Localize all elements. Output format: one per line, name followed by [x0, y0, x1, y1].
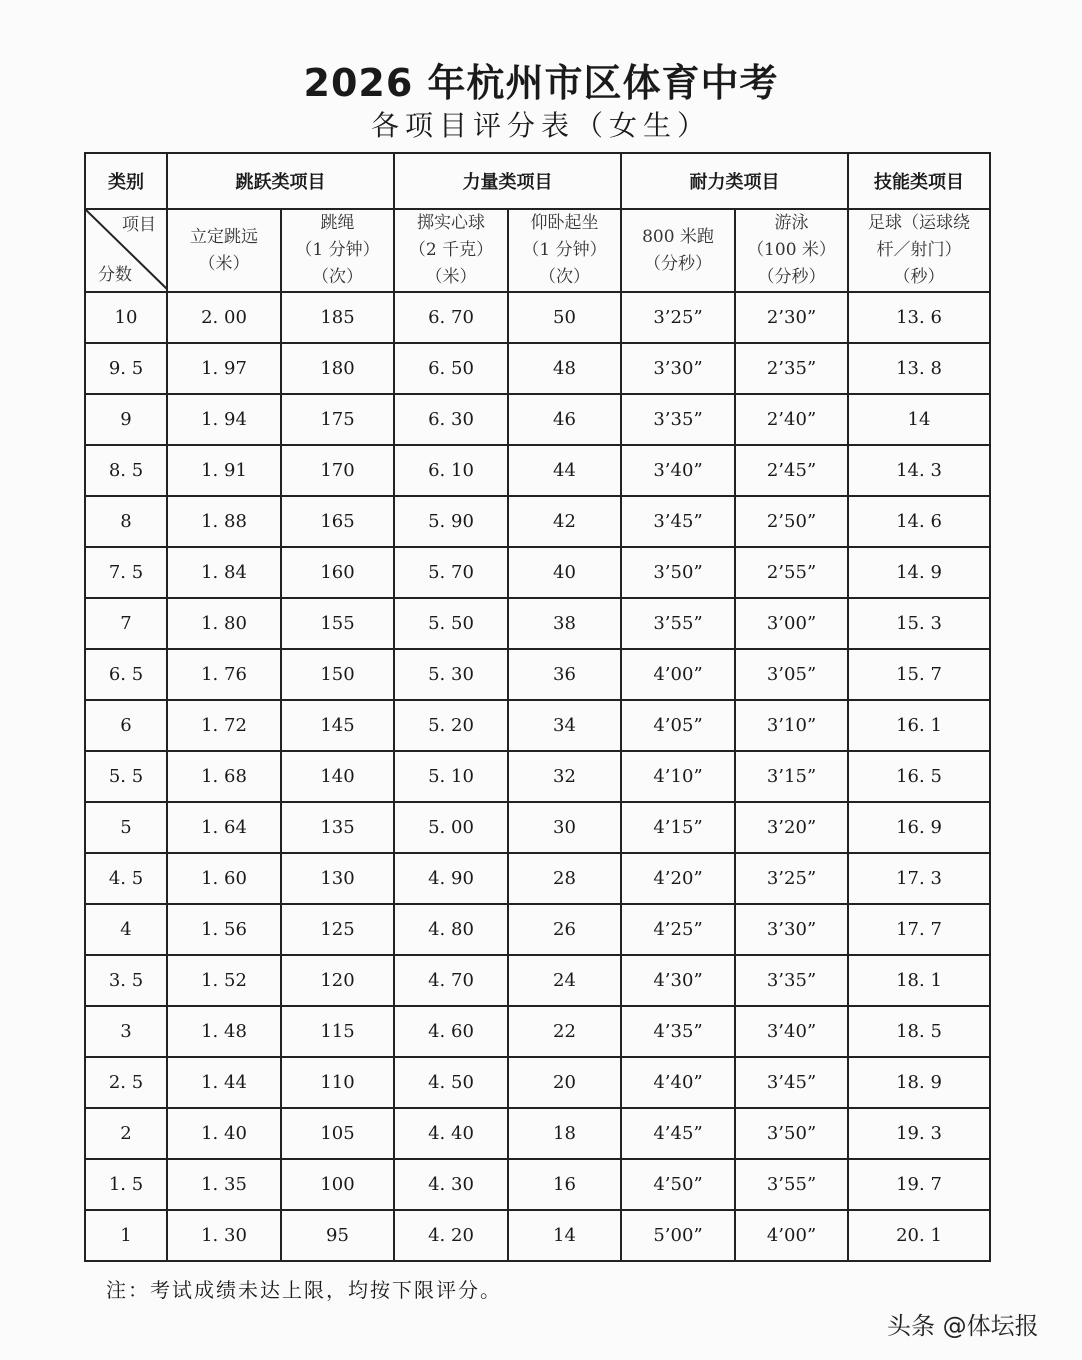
- table-cell: 2’55”: [735, 547, 848, 598]
- table-cell: 3’35”: [621, 394, 735, 445]
- table-cell: 6. 50: [394, 343, 508, 394]
- table-cell: 44: [508, 445, 621, 496]
- table-cell: 1. 30: [167, 1210, 281, 1261]
- table-cell: 13. 6: [848, 292, 990, 343]
- table-cell: 5. 30: [394, 649, 508, 700]
- table-cell: 16. 9: [848, 802, 990, 853]
- table-cell: 24: [508, 955, 621, 1006]
- table-cell: 4’25”: [621, 904, 735, 955]
- table-cell: 1. 97: [167, 343, 281, 394]
- table-cell: 1. 35: [167, 1159, 281, 1210]
- table-cell: 3’50”: [621, 547, 735, 598]
- table-row: [85, 802, 990, 853]
- table-cell: 1. 84: [167, 547, 281, 598]
- table-row: [85, 496, 990, 547]
- item-header-line: （秒）: [893, 267, 945, 287]
- table-row: [85, 955, 990, 1006]
- table-cell: 2’30”: [735, 292, 848, 343]
- item-header-line: 足球（运球绕: [868, 213, 970, 233]
- table-cell: 36: [508, 649, 621, 700]
- table-cell: 18: [508, 1108, 621, 1159]
- table-row: [85, 343, 990, 394]
- table-cell: 185: [281, 292, 394, 343]
- score-cell: 8. 5: [85, 445, 167, 496]
- table-cell: 160: [281, 547, 394, 598]
- item-header-line: （2 千克）: [408, 240, 494, 260]
- diag-label-item: 项目: [122, 215, 156, 235]
- table-cell: 1. 72: [167, 700, 281, 751]
- table-cell: 4. 40: [394, 1108, 508, 1159]
- table-cell: 2’50”: [735, 496, 848, 547]
- table-cell: 16: [508, 1159, 621, 1210]
- table-cell: 1. 44: [167, 1057, 281, 1108]
- table-cell: 1. 40: [167, 1108, 281, 1159]
- table-row: [85, 904, 990, 955]
- table-cell: 17. 3: [848, 853, 990, 904]
- table-row: [85, 292, 990, 343]
- table-row: [85, 1210, 990, 1261]
- table-cell: 145: [281, 700, 394, 751]
- table-cell: 175: [281, 394, 394, 445]
- table-cell: 170: [281, 445, 394, 496]
- table-cell: 17. 7: [848, 904, 990, 955]
- table-cell: 4’50”: [621, 1159, 735, 1210]
- table-row: [85, 751, 990, 802]
- table-cell: 13. 8: [848, 343, 990, 394]
- item-header-line: 游泳: [774, 213, 809, 233]
- table-cell: 3’45”: [735, 1057, 848, 1108]
- table-cell: 95: [281, 1210, 394, 1261]
- table-cell: 46: [508, 394, 621, 445]
- item-header-line: （分秒）: [644, 253, 712, 274]
- table-cell: 19. 3: [848, 1108, 990, 1159]
- table-cell: 5. 50: [394, 598, 508, 649]
- score-cell: 9: [85, 394, 167, 445]
- item-header-line: 仰卧起坐: [530, 213, 599, 233]
- table-cell: 3’25”: [621, 292, 735, 343]
- table-cell: 38: [508, 598, 621, 649]
- table-cell: 4’05”: [621, 700, 735, 751]
- score-cell: 7. 5: [85, 547, 167, 598]
- score-cell: 1: [85, 1210, 167, 1261]
- table-cell: 22: [508, 1006, 621, 1057]
- table-cell: 5. 70: [394, 547, 508, 598]
- table-row: [85, 1159, 990, 1210]
- table-cell: 1. 68: [167, 751, 281, 802]
- table-row: [85, 1006, 990, 1057]
- table-cell: 14. 6: [848, 496, 990, 547]
- item-header-line: 杆／射门）: [876, 240, 962, 260]
- table-cell: 4’20”: [621, 853, 735, 904]
- table-cell: 48: [508, 343, 621, 394]
- table-cell: 1. 88: [167, 496, 281, 547]
- table-cell: 1. 52: [167, 955, 281, 1006]
- table-cell: 1. 48: [167, 1006, 281, 1057]
- table-cell: 4. 70: [394, 955, 508, 1006]
- table-cell: 2’35”: [735, 343, 848, 394]
- category-endurance: 耐力类项目: [621, 153, 848, 209]
- table-cell: 3’20”: [735, 802, 848, 853]
- table-cell: 4. 20: [394, 1210, 508, 1261]
- item-header-line: （分秒）: [757, 267, 826, 287]
- table-cell: 5. 20: [394, 700, 508, 751]
- score-cell: 2: [85, 1108, 167, 1159]
- table-cell: 14: [848, 394, 990, 445]
- table-cell: 180: [281, 343, 394, 394]
- table-cell: 150: [281, 649, 394, 700]
- table-cell: 15. 7: [848, 649, 990, 700]
- item-solid-ball-throw-header: [394, 209, 508, 292]
- table-cell: 14. 9: [848, 547, 990, 598]
- category-label: 类别: [85, 153, 167, 209]
- table-cell: 1. 64: [167, 802, 281, 853]
- table-cell: 40: [508, 547, 621, 598]
- table-cell: 30: [508, 802, 621, 853]
- footnote: 注：考试成绩未达上限，均按下限评分。: [106, 1278, 502, 1302]
- source-watermark: 头条 @体坛报: [887, 1312, 1039, 1340]
- table-cell: 4’40”: [621, 1057, 735, 1108]
- table-row: [85, 649, 990, 700]
- table-cell: 110: [281, 1057, 394, 1108]
- score-cell: 3: [85, 1006, 167, 1057]
- table-cell: 42: [508, 496, 621, 547]
- table-cell: 3’55”: [621, 598, 735, 649]
- table-cell: 4’00”: [621, 649, 735, 700]
- table-cell: 3’30”: [735, 904, 848, 955]
- table-cell: 6. 70: [394, 292, 508, 343]
- score-cell: 1. 5: [85, 1159, 167, 1210]
- table-cell: 5. 00: [394, 802, 508, 853]
- item-header-line: （米）: [425, 267, 477, 287]
- score-cell: 4. 5: [85, 853, 167, 904]
- table-cell: 4’35”: [621, 1006, 735, 1057]
- table-cell: 32: [508, 751, 621, 802]
- score-cell: 9. 5: [85, 343, 167, 394]
- score-cell: 10: [85, 292, 167, 343]
- item-800m-run-header: [621, 209, 735, 292]
- item-header-line: 跳绳: [320, 213, 355, 233]
- score-cell: 5. 5: [85, 751, 167, 802]
- item-sit-ups-header: [508, 209, 621, 292]
- table-cell: 1. 91: [167, 445, 281, 496]
- table-cell: 3’35”: [735, 955, 848, 1006]
- item-header-line: （次）: [312, 267, 363, 287]
- table-cell: 20. 1: [848, 1210, 990, 1261]
- score-cell: 6. 5: [85, 649, 167, 700]
- table-row: [85, 853, 990, 904]
- table-cell: 14. 3: [848, 445, 990, 496]
- score-cell: 4: [85, 904, 167, 955]
- table-cell: 4’45”: [621, 1108, 735, 1159]
- table-cell: 18. 5: [848, 1006, 990, 1057]
- table-cell: 1. 94: [167, 394, 281, 445]
- score-cell: 2. 5: [85, 1057, 167, 1108]
- table-cell: 3’45”: [621, 496, 735, 547]
- item-header-line: （1 分钟）: [522, 240, 607, 260]
- table-cell: 3’40”: [735, 1006, 848, 1057]
- score-cell: 5: [85, 802, 167, 853]
- table-cell: 4. 80: [394, 904, 508, 955]
- diagonal-header-cell: [85, 209, 167, 292]
- category-jumping: 跳跃类项目: [167, 153, 394, 209]
- table-cell: 2’45”: [735, 445, 848, 496]
- table-row: [85, 547, 990, 598]
- table-cell: 1. 80: [167, 598, 281, 649]
- table-cell: 120: [281, 955, 394, 1006]
- table-cell: 19. 7: [848, 1159, 990, 1210]
- table-cell: 14: [508, 1210, 621, 1261]
- table-cell: 26: [508, 904, 621, 955]
- score-cell: 3. 5: [85, 955, 167, 1006]
- table-cell: 15. 3: [848, 598, 990, 649]
- table-cell: 3’15”: [735, 751, 848, 802]
- table-cell: 3’50”: [735, 1108, 848, 1159]
- table-cell: 140: [281, 751, 394, 802]
- item-header-line: （1 分钟）: [295, 240, 380, 260]
- table-cell: 125: [281, 904, 394, 955]
- table-cell: 16. 5: [848, 751, 990, 802]
- score-cell: 8: [85, 496, 167, 547]
- table-cell: 165: [281, 496, 394, 547]
- table-cell: 4’10”: [621, 751, 735, 802]
- table-row: [85, 1108, 990, 1159]
- category-strength: 力量类项目: [394, 153, 621, 209]
- item-header-line: 掷实心球: [417, 213, 485, 233]
- table-cell: 155: [281, 598, 394, 649]
- table-cell: 4. 60: [394, 1006, 508, 1057]
- table-cell: 115: [281, 1006, 394, 1057]
- table-cell: 4’15”: [621, 802, 735, 853]
- page-title: 2026 年杭州市区体育中考: [303, 61, 779, 105]
- table-cell: 2. 00: [167, 292, 281, 343]
- table-row: [85, 394, 990, 445]
- table-cell: 135: [281, 802, 394, 853]
- table-cell: 4’30”: [621, 955, 735, 1006]
- item-swimming-header: [735, 209, 848, 292]
- table-row: [85, 445, 990, 496]
- table-cell: 105: [281, 1108, 394, 1159]
- table-cell: 50: [508, 292, 621, 343]
- score-cell: 7: [85, 598, 167, 649]
- table-cell: 6. 30: [394, 394, 508, 445]
- table-cell: 3’10”: [735, 700, 848, 751]
- score-cell: 6: [85, 700, 167, 751]
- item-rope-skipping-header: [281, 209, 394, 292]
- table-cell: 1. 56: [167, 904, 281, 955]
- table-cell: 4. 90: [394, 853, 508, 904]
- table-row: [85, 1057, 990, 1108]
- table-cell: 16. 1: [848, 700, 990, 751]
- table-cell: 6. 10: [394, 445, 508, 496]
- table-cell: 3’30”: [621, 343, 735, 394]
- category-header-row: [85, 153, 990, 209]
- item-header-row: [85, 209, 990, 292]
- table-cell: 5. 10: [394, 751, 508, 802]
- table-cell: 5. 90: [394, 496, 508, 547]
- page-subtitle: 各项目评分表（女生）: [370, 109, 711, 142]
- table-cell: 4’00”: [735, 1210, 848, 1261]
- item-header-line: 立定跳远: [190, 226, 258, 247]
- category-skill: 技能类项目: [848, 153, 990, 209]
- table-cell: 2’40”: [735, 394, 848, 445]
- table-cell: 1. 60: [167, 853, 281, 904]
- table-cell: 34: [508, 700, 621, 751]
- item-header-line: 800 米跑: [642, 226, 714, 247]
- table-cell: 3’55”: [735, 1159, 848, 1210]
- diag-label-score: 分数: [98, 265, 132, 285]
- table-cell: 100: [281, 1159, 394, 1210]
- table-cell: 3’00”: [735, 598, 848, 649]
- item-football-header: [848, 209, 990, 292]
- table-row: [85, 598, 990, 649]
- table-cell: 3’05”: [735, 649, 848, 700]
- item-standing-long-jump-header: [167, 209, 281, 292]
- score-table: [84, 152, 991, 1262]
- table-cell: 5’00”: [621, 1210, 735, 1261]
- table-cell: 4. 50: [394, 1057, 508, 1108]
- item-header-line: （次）: [539, 267, 590, 287]
- table-cell: 130: [281, 853, 394, 904]
- item-header-line: （米）: [198, 253, 250, 274]
- table-row: [85, 700, 990, 751]
- table-cell: 20: [508, 1057, 621, 1108]
- table-cell: 18. 1: [848, 955, 990, 1006]
- item-header-line: （100 米）: [747, 240, 836, 260]
- table-cell: 18. 9: [848, 1057, 990, 1108]
- table-cell: 3’40”: [621, 445, 735, 496]
- table-cell: 4. 30: [394, 1159, 508, 1210]
- table-cell: 3’25”: [735, 853, 848, 904]
- table-cell: 28: [508, 853, 621, 904]
- table-cell: 1. 76: [167, 649, 281, 700]
